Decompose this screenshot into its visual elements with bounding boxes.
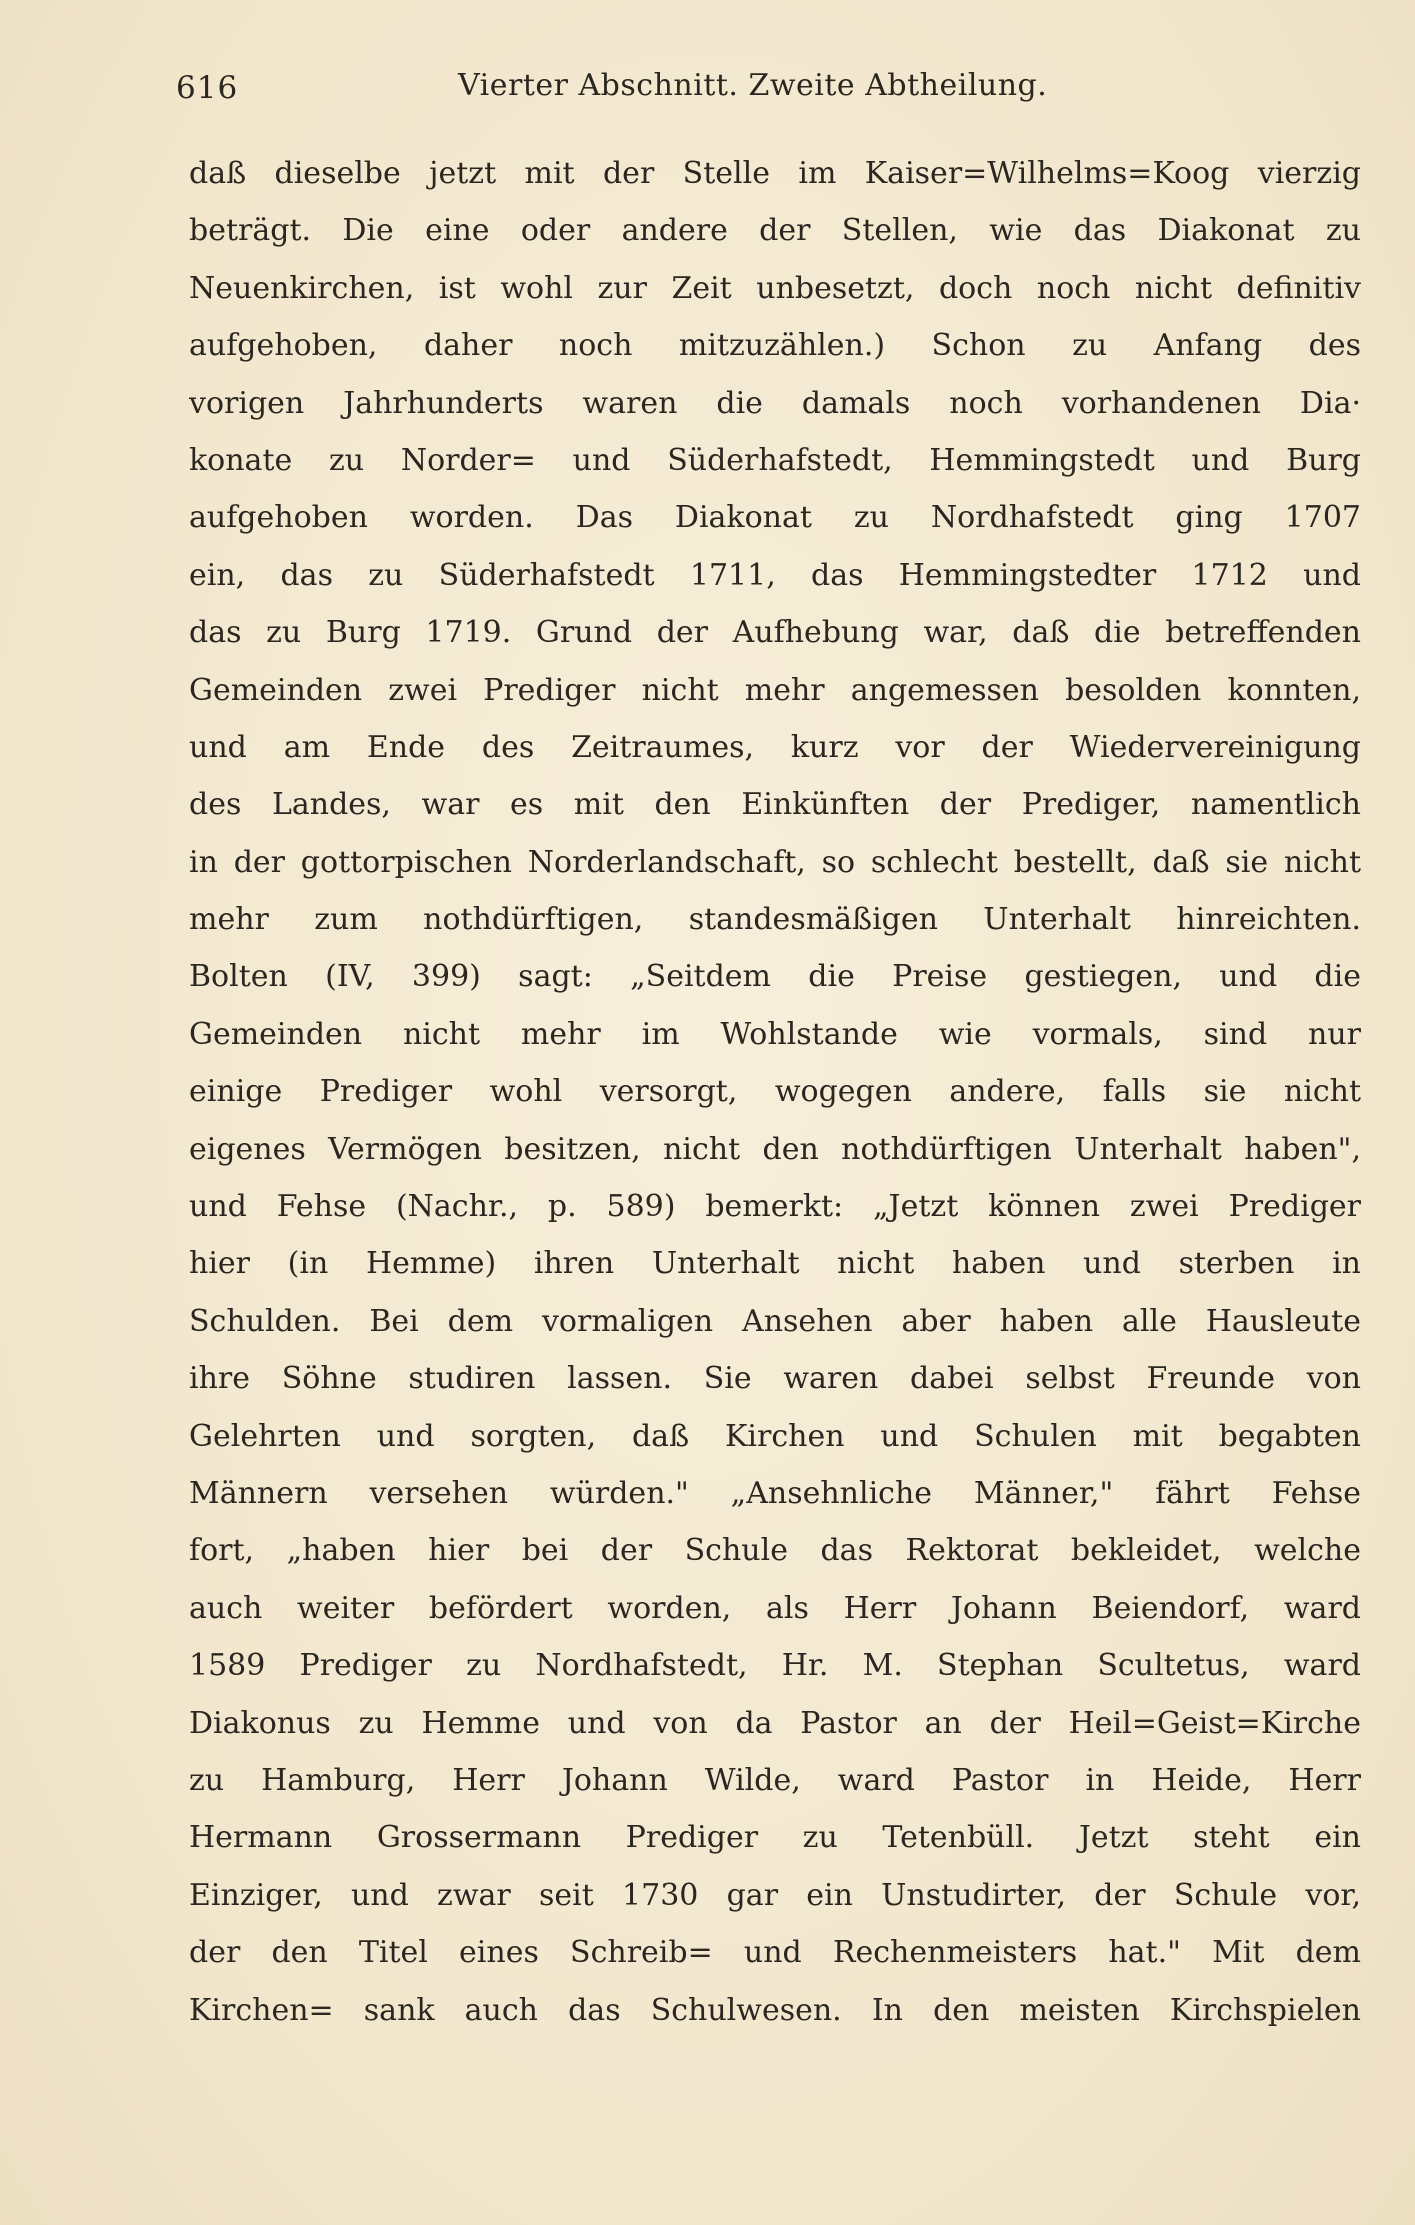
- text-line: konate zu Norder= und Süderhafstedt, Hemmingstedt und Burg: [189, 442, 1361, 478]
- text-line: auch weiter befördert worden, als Herr Johann Beiendorf, ward: [189, 1590, 1361, 1626]
- text-line: 1589 Prediger zu Nordhafstedt, Hr. M. Stephan Scultetus, ward: [189, 1648, 1361, 1684]
- page-header: [176, 62, 1361, 112]
- text-line: vorigen Jahrhunderts waren die damals noch vorhandenen Dia·: [189, 385, 1361, 421]
- text-line: ihre Söhne studiren lassen. Sie waren dabei selbst Freunde von: [189, 1361, 1361, 1397]
- text-line: Bolten (IV, 399) sagt: „Seitdem die Preise gestiegen, und die: [189, 959, 1361, 995]
- text-line: aufgehoben worden. Das Diakonat zu Nordhafstedt ging 1707: [189, 500, 1361, 536]
- text-line: fort, „haben hier bei der Schule das Rektorat bekleidet, welche: [189, 1533, 1361, 1569]
- text-line: Diakonus zu Hemme und von da Pastor an der Heil=Geist=Kirche: [189, 1705, 1361, 1741]
- text-line: mehr zum nothdürftigen, standesmäßigen Unterhalt hinreichten.: [189, 902, 1361, 938]
- text-line: Neuenkirchen, ist wohl zur Zeit unbesetzt, doch noch nicht definitiv: [189, 270, 1361, 306]
- text-line: Gemeinden zwei Prediger nicht mehr angemessen besolden konnten,: [189, 672, 1361, 708]
- text-line: beträgt. Die eine oder andere der Stellen, wie das Diakonat zu: [189, 213, 1361, 249]
- text-line: Hermann Grossermann Prediger zu Tetenbüll. Jetzt steht ein: [189, 1820, 1361, 1856]
- text-line: Schulden. Bei dem vormaligen Ansehen aber haben alle Hausleute: [189, 1303, 1361, 1339]
- text-line: und am Ende des Zeitraumes, kurz vor der Wiedervereinigung: [189, 729, 1361, 765]
- text-line: in der gottorpischen Norderlandschaft, so schlecht bestellt, daß sie nicht: [189, 844, 1361, 880]
- running-head: Vierter Abschnitt. Zweite Abtheilung.: [458, 68, 1048, 103]
- text-line: und Fehse (Nachr., p. 589) bemerkt: „Jetzt können zwei Prediger: [189, 1189, 1361, 1225]
- page-number: 616: [176, 70, 239, 106]
- text-line: des Landes, war es mit den Einkünften der Prediger, namentlich: [189, 787, 1361, 823]
- text-line: hier (in Hemme) ihren Unterhalt nicht haben und sterben in: [189, 1246, 1361, 1282]
- text-line: Einziger, und zwar seit 1730 gar ein Unstudirter, der Schule vor,: [189, 1877, 1361, 1913]
- text-line: Männern versehen würden." „Ansehnliche Männer," fährt Fehse: [189, 1475, 1361, 1511]
- text-line: daß dieselbe jetzt mit der Stelle im Kaiser=Wilhelms=Koog vierzig: [189, 156, 1361, 191]
- text-line: eigenes Vermögen besitzen, nicht den nothdürftigen Unterhalt haben",: [189, 1131, 1361, 1167]
- text-line: der den Titel eines Schreib= und Rechenmeisters hat." Mit dem: [189, 1935, 1361, 1971]
- text-line: einige Prediger wohl versorgt, wogegen andere, falls sie nicht: [189, 1074, 1361, 1110]
- text-line: Gelehrten und sorgten, daß Kirchen und Schulen mit begabten: [189, 1418, 1361, 1454]
- text-line: zu Hamburg, Herr Johann Wilde, ward Pastor in Heide, Herr: [189, 1762, 1361, 1798]
- text-line: Gemeinden nicht mehr im Wohlstande wie vormals, sind nur: [189, 1016, 1361, 1052]
- text-line: Kirchen= sank auch das Schulwesen. In den meisten Kirchspielen: [189, 1992, 1361, 2028]
- text-line: ein, das zu Süderhafstedt 1711, das Hemmingstedter 1712 und: [189, 557, 1361, 593]
- body-text: [189, 145, 1361, 2039]
- text-line: das zu Burg 1719. Grund der Aufhebung war, daß die betreffenden: [189, 615, 1361, 651]
- text-line: aufgehoben, daher noch mitzuzählen.) Schon zu Anfang des: [189, 328, 1361, 364]
